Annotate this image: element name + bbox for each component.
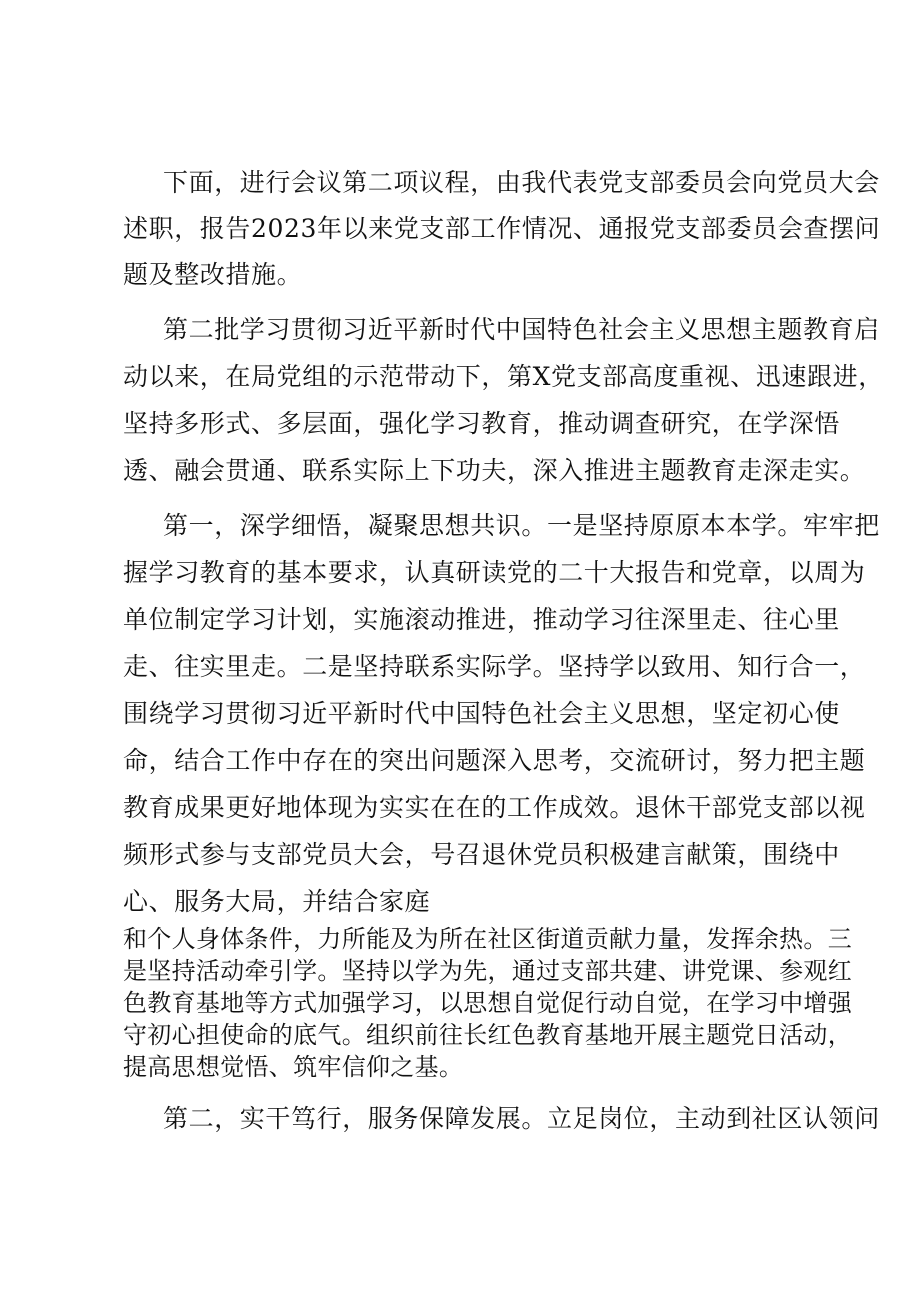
text-line: 围绕学习贯彻习近平新时代中国特色社会主义思想，坚定初心使	[123, 699, 840, 728]
text-line: 是坚持活动牵引学。坚持以学为先，通过支部共建、讲党课、参观红	[123, 957, 852, 985]
text-line: 动以来，在局党组的示范带动下，第X党支部高度重视、迅速跟进，	[123, 362, 884, 391]
text-line: 和个人身体条件，力所能及为所在社区街道贡献力量，发挥余热。三	[123, 925, 852, 953]
text-line: 单位制定学习计划，实施滚动推进，推动学习往深里走、往心里	[123, 605, 840, 634]
text-line: 频形式参与支部党员大会，号召退休党员积极建言献策，围绕中	[123, 840, 840, 869]
text-line: 守初心担使命的底气。组织前往长红色教育基地开展主题党日活动，	[123, 1021, 852, 1049]
text-line: 握学习教育的基本要求，认真研读党的二十大报告和党章，以周为	[123, 558, 866, 587]
text-line: 透、融会贯通、联系实际上下功夫，深入推进主题教育走深走实。	[123, 456, 866, 485]
text-line: 述职，报告2023年以来党支部工作情况、通报党支部委员会查摆问	[123, 214, 881, 243]
text-line: 教育成果更好地体现为实实在在的工作成效。退休干部党支部以视	[123, 793, 866, 822]
text-line: 题及整改措施。	[123, 260, 303, 289]
text-line: 走、往实里走。二是坚持联系实际学。坚持学以致用、知行合一，	[123, 652, 866, 681]
text-line: 第二批学习贯彻习近平新时代中国特色社会主义思想主题教育启	[163, 315, 880, 344]
text-line: 提高思想觉悟、筑牢信仰之基。	[123, 1053, 464, 1081]
text-line: 下面，进行会议第二项议程，由我代表党支部委员会向党员大会	[163, 168, 880, 197]
text-line: 第一，深学细悟，凝聚思想共识。一是坚持原原本本学。牢牢把	[163, 511, 880, 540]
text-line: 色教育基地等方式加强学习，以思想自觉促行动自觉，在学习中增强	[123, 989, 852, 1017]
text-line: 命，结合工作中存在的突出问题深入思考，交流研讨，努力把主题	[123, 746, 866, 775]
text-line: 第二，实干笃行，服务保障发展。立足岗位，主动到社区认领问	[163, 1104, 880, 1133]
text-line: 心、服务大局，并结合家庭	[123, 887, 431, 916]
text-line: 坚持多形式、多层面，强化学习教育，推动调查研究，在学深悟	[123, 409, 840, 438]
